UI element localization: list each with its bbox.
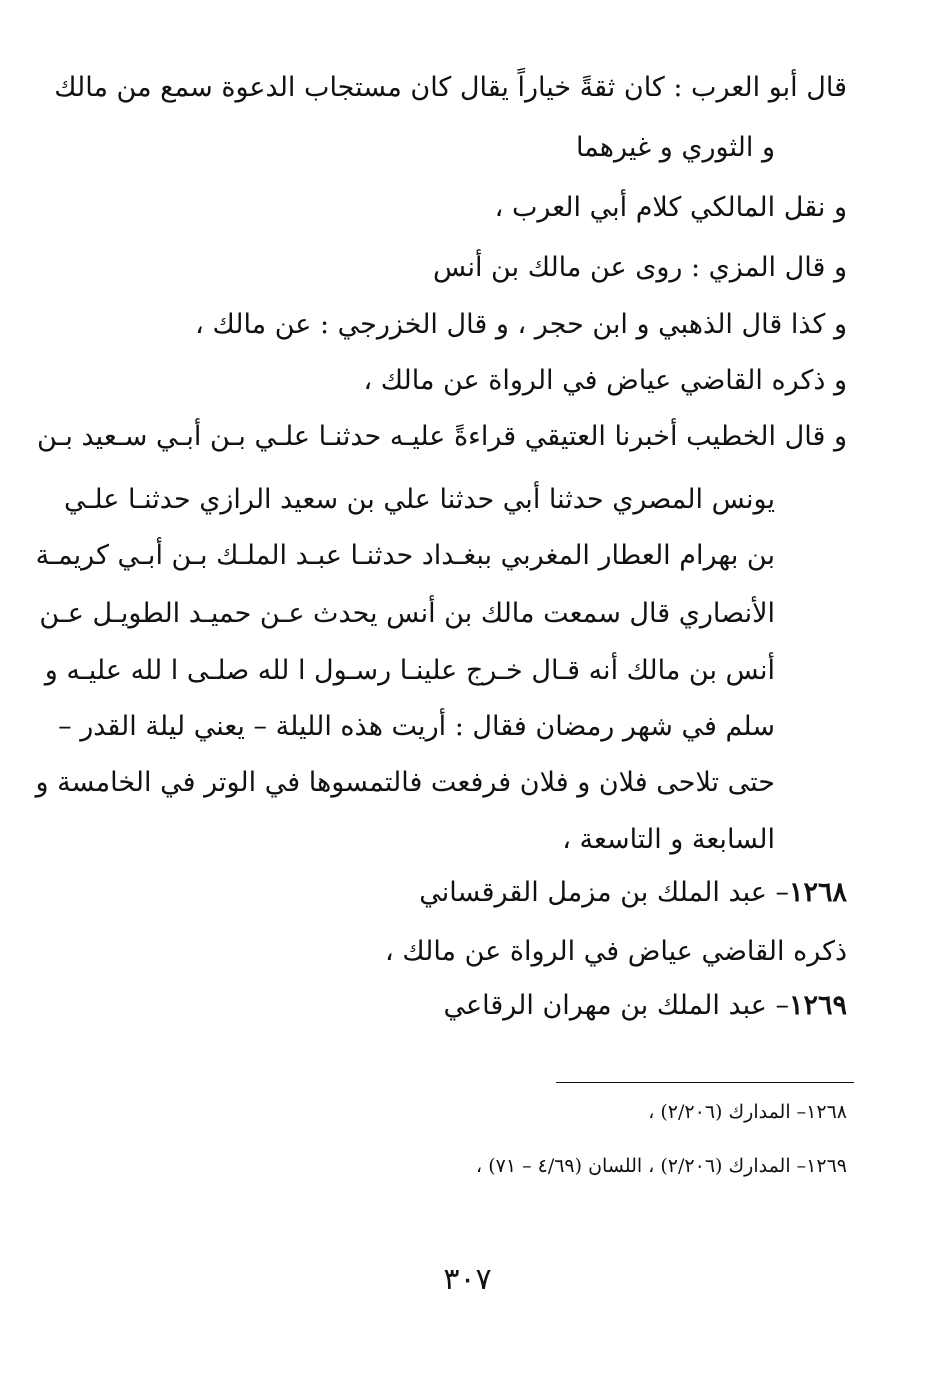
body-line-9: بن بهرام العطار المغربي ببغـداد حدثنـا عبـد الملـك بـن أبـي كريمـة xyxy=(35,540,775,571)
footnote-1269: ١٢٦٩– المدارك (٢/٢٠٦) ، اللسان (٤/٦٩ – ٧١) ، xyxy=(476,1155,847,1177)
entry-1268-note: ذكره القاضي عياض في الرواة عن مالك ، xyxy=(385,936,847,967)
body-line-13: حتى تلاحى فلان و فلان فرفعت فالتمسوها في الوتر في الخامسة و xyxy=(35,767,775,798)
footnote-divider xyxy=(556,1082,854,1083)
body-line-4: و قال المزي : روى عن مالك بن أنس xyxy=(433,252,847,283)
body-line-7: و قال الخطيب أخبرنا العتيقي قراءةً عليـه حدثنـا علـي بـن أبـي سـعيد بـن xyxy=(36,421,847,452)
body-line-8: يونس المصري حدثنا أبي حدثنا علي بن سعيد الرازي حدثنـا علـي xyxy=(63,484,775,515)
body-line-10: الأنصاري قال سمعت مالك بن أنس يحدث عـن حميـد الطويـل عـن xyxy=(39,598,775,629)
entry-name: عبد الملك بن مزمل القرقساني xyxy=(419,877,767,908)
entry-dash: – xyxy=(775,990,789,1021)
page-number: ٣٠٧ xyxy=(443,1262,492,1297)
body-line-3: و نقل المالكي كلام أبي العرب ، xyxy=(494,192,847,223)
body-line-11: أنس بن مالك أنه قـال خـرج علينـا رسـول ا لله صلـى ا لله عليـه و xyxy=(44,655,775,686)
body-line-12: سلم في شهر رمضان فقال : أريت هذه الليلة – يعني ليلة القدر – xyxy=(58,711,775,742)
body-line-6: و ذكره القاضي عياض في الرواة عن مالك ، xyxy=(363,365,847,396)
body-line-1: قال أبو العرب : كان ثقةً خياراً يقال كان مستجاب الدعوة سمع من مالك xyxy=(54,72,847,103)
entry-name: عبد الملك بن مهران الرقاعي xyxy=(443,990,767,1021)
entry-number: ١٢٦٩ xyxy=(788,990,847,1021)
entry-dash: – xyxy=(775,877,789,908)
body-line-5: و كذا قال الذهبي و ابن حجر ، و قال الخزرجي : عن مالك ، xyxy=(195,309,847,340)
entry-number: ١٢٦٨ xyxy=(788,877,847,908)
entry-1268 xyxy=(419,873,847,913)
entry-1269 xyxy=(444,986,847,1026)
footnote-1268: ١٢٦٨– المدارك (٢/٢٠٦) ، xyxy=(648,1101,847,1123)
body-line-2: و الثوري و غيرهما xyxy=(575,132,775,163)
body-line-14: السابعة و التاسعة ، xyxy=(562,824,775,855)
